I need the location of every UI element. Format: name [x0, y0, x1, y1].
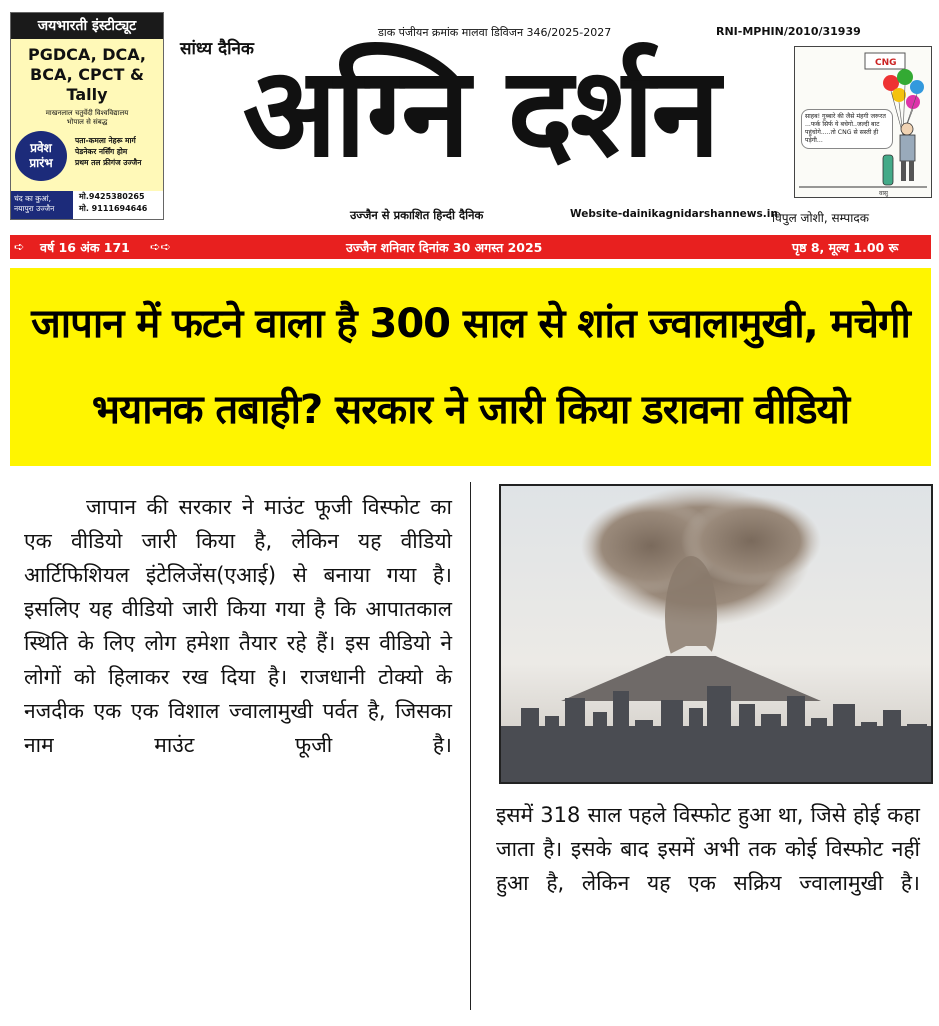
- balloon-blue: [910, 80, 924, 94]
- balloon-yellow: [892, 88, 906, 102]
- ad-address-line2: पेडनेकर नर्सिंग होम: [75, 147, 128, 156]
- headline-box: [10, 268, 931, 466]
- badge-line1: प्रवेश: [30, 141, 52, 155]
- evening-daily-label: सांध्य दैनिक: [180, 39, 254, 59]
- ad-phone2: मो. 9111694646: [79, 204, 148, 213]
- article-left-column: जापान की सरकार ने माउंट फूजी विस्फोट का एक वीडियो जारी किया है, लेकिन यह वीडियो आर्टिफिशियल इंटेलिजेंस(एआई) से बनाया गया है। इसलिए यह वीडियो जारी किया गया है कि आपातकाल स्थिति के लिए लोग हमेशा तैयार रहे हैं। इस वीडियो ने लोगों को हिलाकर रख दिया है। राजधानी टोक्यो के नजदीक एक एक विशाल ज्वालामुखी पर्वत है, जिसका नाम माउंट फूजी है।: [24, 495, 452, 757]
- volcano-photo: [499, 484, 933, 784]
- headline-line2: भयानक तबाही? सरकार ने जारी किया डरावना वीडियो: [91, 387, 850, 433]
- volume-issue: वर्ष 16 अंक 171: [40, 240, 130, 255]
- ad-address-line1: पता-कमला नेहरू मार्ग: [75, 136, 136, 145]
- ad-footer-left: [11, 191, 73, 219]
- badge-line2: प्रारंभ: [29, 156, 53, 170]
- ad-university-line1: माखनलाल चतुर्वेदी विश्वविद्यालय: [45, 109, 129, 117]
- ad-address: [75, 135, 161, 168]
- newspaper-title: अग्नि दर्शन: [242, 41, 718, 185]
- ad-courses-line2: BCA, CPCT & Tally: [30, 65, 144, 104]
- cartoon: [794, 46, 932, 198]
- cartoon-speech-bubble: साहब! गुब्बारे की जैसे मंहगी जरूरत ‌‌‌...फर्क‌ सिर्फ ये बचेगो‌..जल्दी बाट पहुंचोगे.....तो CNG से सस्ती ही पड़ेगी...: [801, 109, 893, 149]
- balloon-pink: [906, 95, 920, 109]
- ad-address-line3: प्रथम तल फ्रीगंज उज्जैन: [75, 158, 142, 167]
- edition-bar: [10, 235, 931, 259]
- column-divider: [470, 482, 471, 1010]
- ad-courses-line1: PGDCA, DCA,: [28, 45, 146, 64]
- ad-footer-left-line1: चंद का कुआं,: [14, 194, 52, 203]
- admission-open-badge: [15, 131, 67, 181]
- postal-registration: डाक पंजीयन क्रमांक मालवा डिविजन 346/2025-2027: [378, 26, 612, 39]
- ad-university-line2: भोपाल से संबद्ध: [66, 118, 108, 126]
- dateline: उज्जैन शनिवार दिनांक 30 अगस्त 2025: [346, 240, 543, 255]
- cng-sign-text: CNG: [875, 58, 897, 68]
- balloon-green: [897, 69, 913, 85]
- page-price: पृष्ठ 8, मूल्य 1.00 रू: [792, 240, 899, 255]
- advertisement: [10, 12, 164, 220]
- rni-number: RNI-MPHIN/2010/31939: [716, 25, 861, 38]
- volcano-eruption-image: [501, 486, 931, 782]
- arrow-icon: ➪: [14, 239, 25, 254]
- cartoonist-signature: वासु: [879, 190, 888, 197]
- editor-name: विपुल जोशी, सम्पादक: [772, 211, 869, 225]
- headline-line1: जापान में फटने वाला है 300 साल से शांत ज्वालामुखी, मचेगी: [31, 301, 910, 347]
- ad-phone1: मो.9425380265: [79, 192, 145, 201]
- double-arrow-icon: ➪➪: [150, 239, 171, 254]
- article-right-column: इसमें 318 साल पहले विस्फोट हुआ था, जिसे होई कहा जाता है। इसके बाद इसमें अभी तक कोई विस्फोट नहीं हुआ है, लेकिन यह एक सक्रिय ज्वालामुखी है।: [496, 803, 920, 895]
- ad-courses: [11, 45, 163, 105]
- ad-footer-left-line2: नयापुरा उज्जैन: [14, 204, 55, 213]
- ad-university: [11, 109, 163, 127]
- ad-phones: [73, 191, 163, 219]
- ad-footer: [11, 191, 163, 219]
- vendor-head: [901, 123, 913, 135]
- vendor-body: [900, 135, 915, 161]
- published-from: उज्जैन से प्रकाशित हिन्दी दैनिक: [350, 208, 484, 222]
- website-link[interactable]: Website-dainikagnidarshannews.in: [570, 208, 778, 220]
- ad-institute-name: जयभारती इंस्टीट्यूट: [11, 13, 163, 39]
- gas-cylinder: [883, 155, 893, 185]
